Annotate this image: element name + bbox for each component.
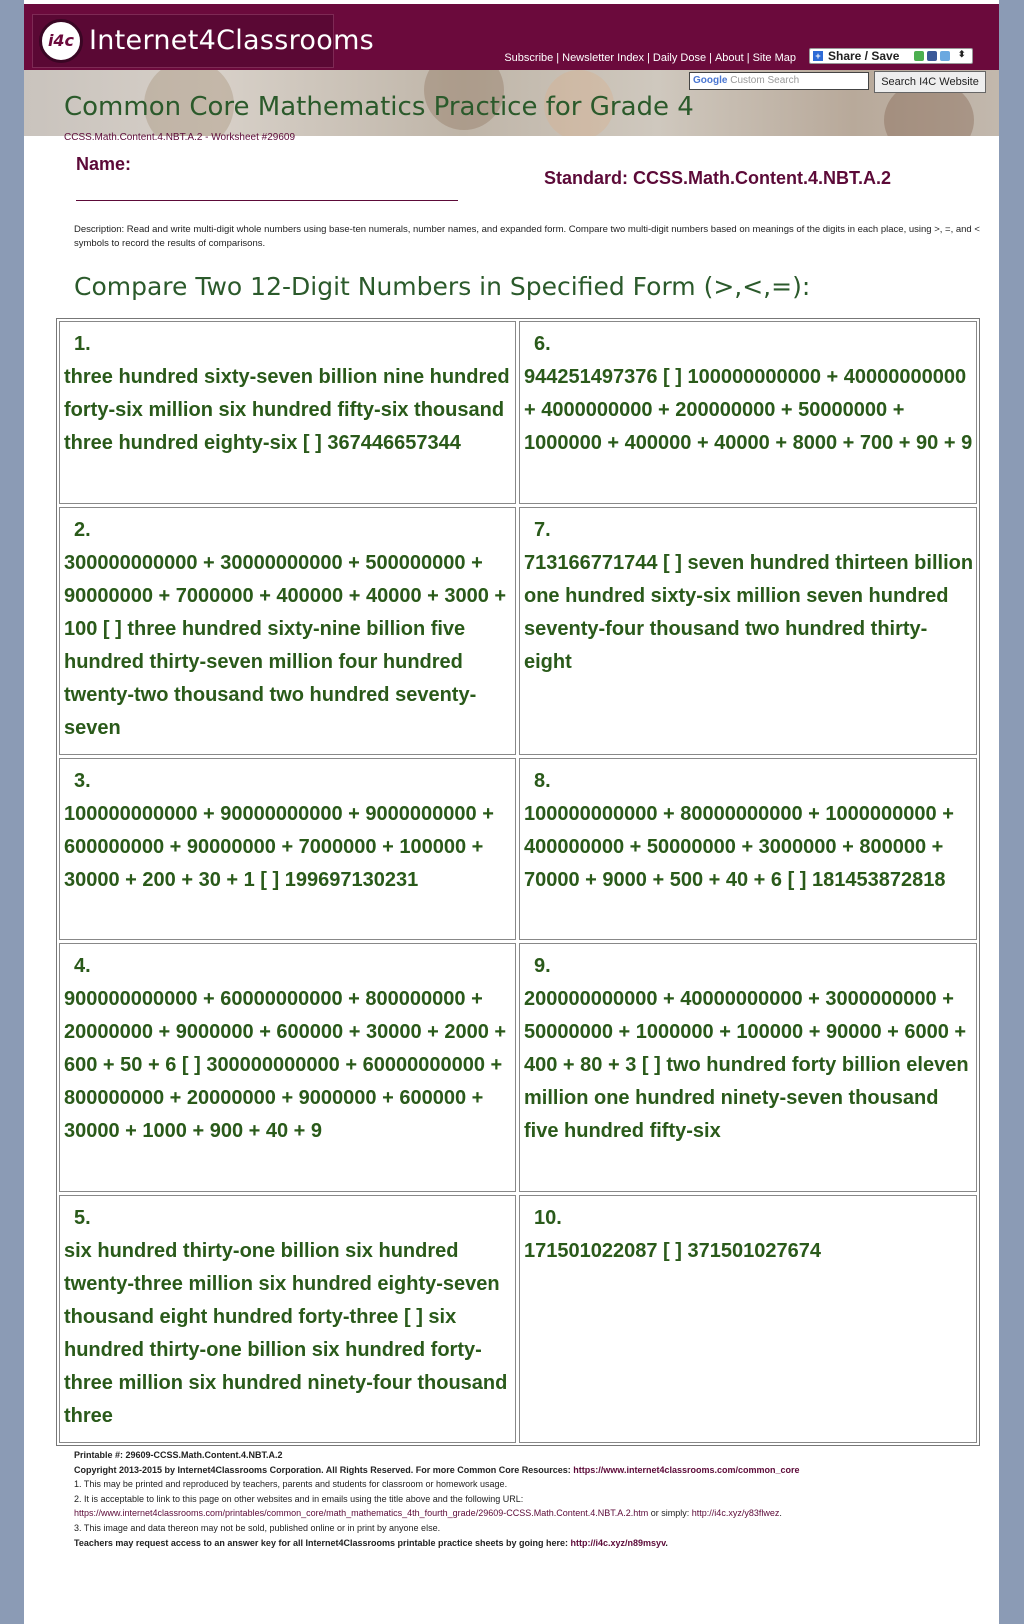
standard-label: Standard: CCSS.Math.Content.4.NBT.A.2 — [544, 168, 892, 188]
page-title: Common Core Mathematics Practice for Grade 4 — [64, 92, 694, 122]
search-button[interactable]: Search I4C Website — [874, 71, 986, 93]
search-input[interactable] — [689, 72, 869, 90]
problem-cell — [59, 507, 516, 755]
usage-rule-2-url: https://www.internet4classrooms.com/printables/common_core/math_mathematics_4th_fourth_grade/29609-CCSS.Math.Content.4.NBT.A.2.htm or simply: http://i4c.xyz/y83flwez. — [74, 1508, 782, 1519]
footer — [74, 1448, 994, 1550]
problem-number: 4. — [74, 955, 91, 977]
problem-cell — [519, 1195, 977, 1443]
problem-cell — [519, 321, 977, 504]
page — [24, 0, 999, 1624]
share-email-icon[interactable] — [914, 51, 924, 61]
problem-number: 1. — [74, 333, 91, 355]
nav-separator: | — [746, 52, 750, 64]
google-brand: Google — [693, 75, 728, 86]
nav-link-subscribe[interactable]: Subscribe — [504, 52, 554, 64]
problem-cell — [59, 758, 516, 940]
site-header — [24, 4, 999, 70]
problem-grid — [56, 318, 980, 1446]
nav-separator: | — [709, 52, 712, 64]
chevron-updown-icon: ⬍ — [958, 49, 966, 59]
plus-icon: + — [813, 51, 823, 61]
problem-cell — [519, 943, 977, 1192]
problem-number: 7. — [534, 519, 551, 541]
problem-number: 6. — [534, 333, 551, 355]
problem-number: 3. — [74, 770, 91, 792]
problem-text: 713166771744 [ ] seven hundred thirteen billion one hundred sixty-six million seven hundred seventy-four thousand two hundred thirty-eight — [524, 552, 974, 673]
problem-text: 900000000000 + 60000000000 + 800000000 + 20000000 + 9000000 + 600000 + 30000 + 2000 + 600 + 50 + 6 [ ] 300000000000 + 60000000000 + 800000000 + 20000000 + 9000000 + 600000 + 30000 + 1000 + 900 + 40 + 9 — [64, 988, 507, 1142]
problem-text: 300000000000 + 30000000000 + 500000000 + 90000000 + 7000000 + 400000 + 40000 + 3000 + 100 [ ] three hundred sixty-nine billion five hundred thirty-seven million four hundred twenty-two thousand two hundred seventy-seven — [64, 552, 507, 739]
problem-number: 5. — [74, 1207, 91, 1229]
answer-key-link[interactable]: http://i4c.xyz/n89msyv — [570, 1537, 666, 1548]
facebook-icon[interactable] — [927, 51, 937, 61]
nav-link-daily-dose[interactable]: Daily Dose — [652, 52, 707, 64]
problem-cell — [519, 507, 977, 755]
worksheet-url-link[interactable]: https://www.internet4classrooms.com/printables/common_core/math_mathematics_4th_fourth_grade/29609-CCSS.Math.Content.4.NBT.A.2.htm — [74, 1508, 649, 1519]
common-core-link[interactable]: https://www.internet4classrooms.com/common_core — [573, 1464, 800, 1475]
name-label: Name: — [76, 154, 132, 174]
problem-number: 9. — [534, 955, 551, 977]
printable-number: Printable #: 29609-CCSS.Math.Content.4.NBT.A.2 — [74, 1450, 283, 1460]
share-save-button[interactable] — [809, 48, 973, 64]
problem-number: 2. — [74, 519, 91, 541]
nav-link-site-map[interactable]: Site Map — [752, 52, 796, 64]
copyright: Copyright 2013-2015 by Internet4Classrooms Corporation. All Rights Reserved. For more Common Core Resources: https://www.internet4classrooms.com/common_core — [74, 1464, 800, 1475]
problem-text: 200000000000 + 40000000000 + 3000000000 + 50000000 + 1000000 + 100000 + 90000 + 6000 + 400 + 80 + 3 [ ] two hundred forty billion eleven million one hundred ninety-seven thousand five hundred fifty-six — [524, 988, 969, 1142]
logo-badge: i4c — [39, 19, 83, 63]
nav-link-about[interactable]: About — [714, 52, 744, 64]
problem-cell — [59, 1195, 516, 1443]
answer-key-note: Teachers may request access to an answer key for all Internet4Classrooms printable practice sheets by going here: http://i4c.xyz/n89msyv. — [74, 1537, 668, 1548]
worksheet-title: Compare Two 12-Digit Numbers in Specified Form (>,<,=): — [74, 272, 811, 301]
nav-separator: | — [647, 52, 650, 64]
problem-text: 171501022087 [ ] 371501027674 — [524, 1240, 821, 1262]
problem-text: 944251497376 [ ] 100000000000 + 40000000000 + 4000000000 + 200000000 + 50000000 + 1000000 + 400000 + 40000 + 8000 + 700 + 90 + 9 — [524, 366, 973, 454]
logo-text: Internet4Classrooms — [89, 25, 375, 56]
usage-rule-2: 2. It is acceptable to link to this page on other websites and in emails using the title above and the following URL: — [74, 1493, 524, 1504]
problem-number: 10. — [534, 1207, 562, 1229]
problem-text: 100000000000 + 80000000000 + 1000000000 + 400000000 + 50000000 + 3000000 + 800000 + 70000 + 9000 + 500 + 40 + 6 [ ] 181453872818 — [524, 803, 954, 891]
twitter-icon[interactable] — [940, 51, 950, 61]
problem-cell — [519, 758, 977, 940]
problem-number: 8. — [534, 770, 551, 792]
problem-text: 100000000000 + 90000000000 + 9000000000 + 600000000 + 90000000 + 7000000 + 100000 + 30000 + 200 + 30 + 1 [ ] 199697130231 — [64, 803, 494, 891]
worksheet-id: CCSS.Math.Content.4.NBT.A.2 - Worksheet #29609 — [64, 132, 296, 143]
problem-text: three hundred sixty-seven billion nine hundred forty-six million six hundred fifty-six thousand three hundred eighty-six [ ] 367446657344 — [64, 366, 510, 454]
worksheet-description: Description: Read and write multi-digit whole numbers using base-ten numerals, number names, and expanded form. Compare two multi-digit numbers based on meanings of the digits in each place, using >, =, and < symbols to record the results of comparisons. — [74, 224, 980, 249]
search-placeholder: Custom Search — [730, 75, 800, 86]
usage-rule-3: 3. This image and data thereon may not be sold, published online or in print by anyone else. — [74, 1522, 441, 1533]
problem-cell — [59, 321, 516, 504]
usage-rule-1: 1. This may be printed and reproduced by teachers, parents and students for classroom or homework usage. — [74, 1479, 508, 1490]
share-save-label: Share / Save — [828, 49, 900, 63]
nav-separator: | — [556, 52, 560, 64]
top-nav — [501, 52, 799, 64]
problem-cell — [59, 943, 516, 1192]
site-logo[interactable] — [32, 14, 375, 68]
short-url-link[interactable]: http://i4c.xyz/y83flwez — [691, 1508, 780, 1519]
problem-text: six hundred thirty-one billion six hundred twenty-three million six hundred eighty-seven thousand eight hundred forty-three [ ] six hundred thirty-one billion six hundred forty-three million six hundred ninety-four thousand three — [64, 1240, 508, 1427]
name-underline — [76, 200, 458, 201]
nav-link-newsletter-index[interactable]: Newsletter Index — [562, 52, 645, 64]
